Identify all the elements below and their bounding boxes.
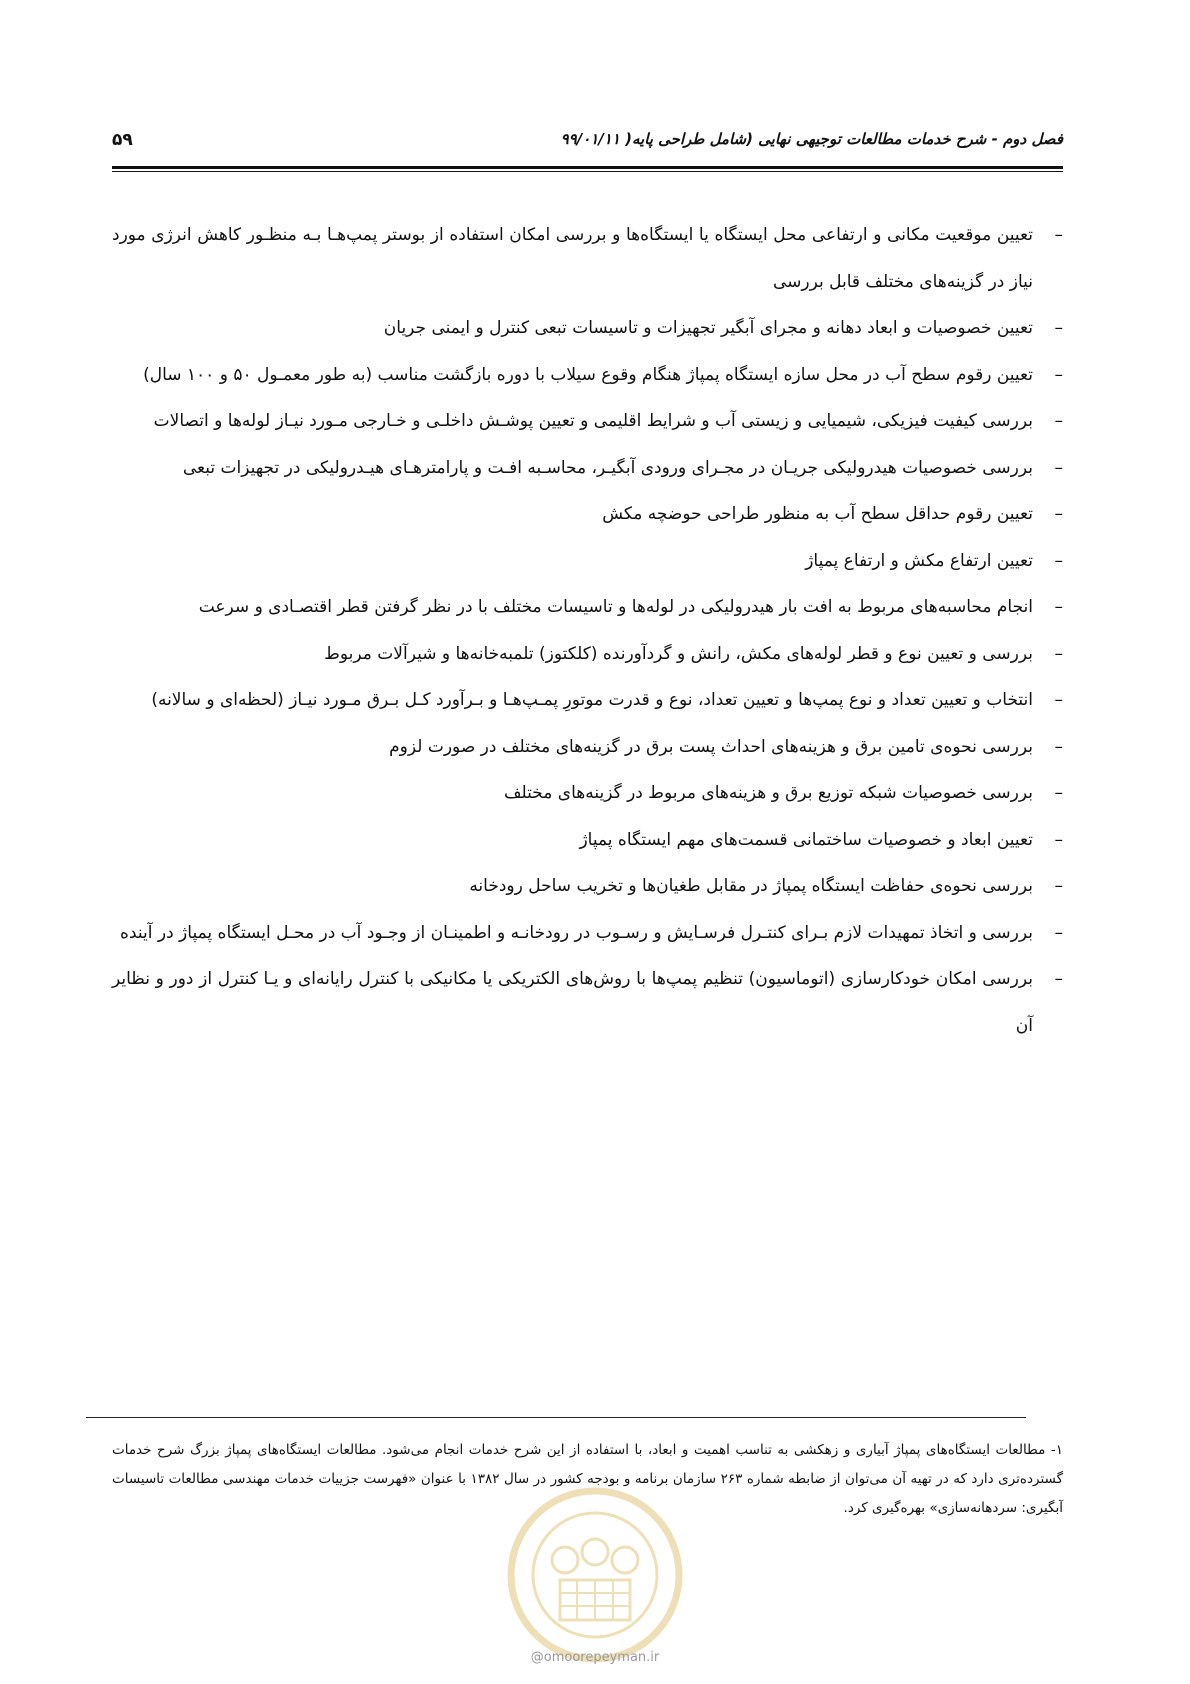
- chapter-title: فصل دوم - شرح خدمات مطالعات توجیهی نهایی (شامل طراحی پایه( ۹۹/۰۱/۱۱: [560, 130, 1063, 148]
- seal-outer-ring: [511, 1491, 679, 1659]
- list-item: [112, 445, 1063, 492]
- bullet-dash: –: [1054, 690, 1063, 710]
- list-item-text: تعیین موقعیت مکانی و ارتفاعی محل ایستگاه یا ایستگاه‌ها و بررسی امکان استفاده از بوستر پمپ‌هـا بـه منظـور کاهش انرژی مورد نیاز در گزینه‌های مختلف قابل بررسی: [112, 225, 1033, 292]
- list-item-text: بررسی نحوه‌ی تامین برق و هزینه‌های احداث پست برق در گزینه‌های مختلف در صورت لزوم: [389, 736, 1033, 757]
- list-item-text: بررسی خصوصیات هیدرولیکی جریـان در مجـرای ورودی آبگیـر، محاسـبه افـت و پارامترهـای هیـدرولیکی در تجهیزات تبعی: [182, 457, 1033, 478]
- bullet-dash: –: [1054, 829, 1063, 850]
- list-item-text: تعیین رقوم حداقل سطح آب به منظور طراحی حوضچه مکش: [602, 504, 1033, 524]
- watermark-url: @omoorepeyman.ir: [530, 1650, 660, 1665]
- watermark-seal-icon: [505, 1480, 685, 1670]
- list-item: [112, 910, 1063, 957]
- bullet-dash: –: [1054, 318, 1063, 338]
- list-item: [112, 770, 1063, 817]
- bullet-dash: –: [1054, 225, 1063, 245]
- list-item: [112, 631, 1063, 678]
- bullet-dash: –: [1054, 504, 1063, 524]
- list-item: [112, 817, 1063, 864]
- bullet-dash: –: [1054, 643, 1063, 664]
- list-item-text: بررسی و تعیین نوع و قطر لوله‌های مکش، رانش و گردآورنده (کلکتوز) تلمبه‌خانه‌ها و شیرآلات مربوط: [324, 643, 1033, 664]
- list-item-text: تعیین ارتفاع مکش و ارتفاع پمپاژ: [805, 550, 1033, 571]
- bullet-dash: –: [1054, 969, 1063, 989]
- list-item: [112, 491, 1063, 538]
- seal-person-emblem: [582, 1539, 608, 1565]
- list-item: [112, 212, 1063, 305]
- header-rule-thin: [112, 171, 1063, 172]
- list-item: [112, 538, 1063, 585]
- bullet-dash: –: [1054, 411, 1063, 431]
- list-item-text: تعیین رقوم سطح آب در محل سازه ایستگاه پمپاژ هنگام وقوع سیلاب با دوره بازگشت مناسب (به طور معمـول ۵۰ و ۱۰۰ سال): [143, 364, 1033, 385]
- list-item-text: بررسی و اتخاذ تمهیدات لازم بـرای کنتـرل فرسـایش و رسـوب در رودخانـه و اطمینـان از وجـود آب در محـل ایستگاه پمپاژ در آینده: [120, 922, 1033, 943]
- list-item: [112, 724, 1063, 771]
- bullet-dash: –: [1054, 597, 1063, 617]
- footnote-rule: [86, 1417, 1026, 1418]
- list-item-text: انجام محاسبه‌های مربوط به افت بار هیدرولیکی در لوله‌ها و تاسیسات مختلف با در نظر گرفتن قطر اقتصـادی و سرعت: [198, 597, 1033, 617]
- bullet-dash: –: [1054, 457, 1063, 478]
- requirements-list: [112, 212, 1063, 1049]
- bullet-dash: –: [1054, 783, 1063, 803]
- bullet-dash: –: [1054, 736, 1063, 757]
- list-item: [112, 305, 1063, 352]
- list-item: [112, 863, 1063, 910]
- page-header: [112, 130, 1063, 160]
- list-item-text: تعیین خصوصیات و ابعاد دهانه و مجرای آبگیر تجهیزات و تاسیسات تبعی کنترل و ایمنی جریان: [383, 318, 1033, 338]
- bullet-dash: –: [1054, 922, 1063, 943]
- list-item: [112, 677, 1063, 724]
- seal-gear-emblem: [612, 1547, 638, 1573]
- bullet-dash: –: [1054, 550, 1063, 571]
- footnote: ۱- مطالعات ایستگاه‌های پمپاژ آبیاری و زهکشی به تناسب اهمیت و ابعاد، با استفاده از این شرح خدمات انجام می‌شود. مطالعات ایستگاه‌های پمپاژ بزرگ شرح خدمات گسترده‌تری دارد که در تهیه آن می‌توان از ضابطه شماره ۲۶۳ سازمان برنامه و بودجه کشور در سال ۱۳۸۲ با عنوان «فهرست جزییات خدمات مهندسی مطالعات تاسیسات آبگیری: سردهانه‌سازی» بهره‌گیری کرد.: [112, 1442, 1063, 1516]
- list-item: [112, 352, 1063, 399]
- list-item-text: انتخاب و تعیین تعداد و نوع پمپ‌ها و تعیین تعداد، نوع و قدرت موتورِ پمـپ‌هـا و بـرآورد کـل بـرق مـورد نیـاز (لحظه‌ای و سالانه): [151, 690, 1033, 710]
- header-rule: [112, 166, 1063, 169]
- list-item: [112, 398, 1063, 445]
- bullet-dash: –: [1054, 876, 1063, 896]
- list-item-text: تعیین ابعاد و خصوصیات ساختمانی قسمت‌های مهم ایستگاه پمپاژ: [579, 829, 1033, 850]
- list-item-text: بررسی خصوصیات شبکه توزیع برق و هزینه‌های مربوط در گزینه‌های مختلف: [503, 783, 1033, 803]
- list-item: [112, 956, 1063, 1049]
- list-item-text: بررسی امکان خودکارسازی (اتوماسیون) تنظیم پمپ‌ها با روش‌های الکتریکی یا مکانیکی با کنترل رایانه‌ای و یـا کنترل از دور و نظایر آن: [112, 969, 1033, 1036]
- list-item-text: بررسی کیفیت فیزیکی، شیمیایی و زیستی آب و شرایط اقلیمی و تعیین پوشـش داخلـی و خـارجی مـورد نیـاز لوله‌ها و اتصالات: [153, 411, 1033, 431]
- page-number: ۵۹: [112, 130, 133, 150]
- seal-scale-emblem: [552, 1547, 578, 1573]
- list-item: [112, 584, 1063, 631]
- bullet-dash: –: [1054, 364, 1063, 385]
- list-item-text: بررسی نحوه‌ی حفاظت ایستگاه پمپاژ در مقابل طغیان‌ها و تخریب ساحل رودخانه: [469, 876, 1033, 896]
